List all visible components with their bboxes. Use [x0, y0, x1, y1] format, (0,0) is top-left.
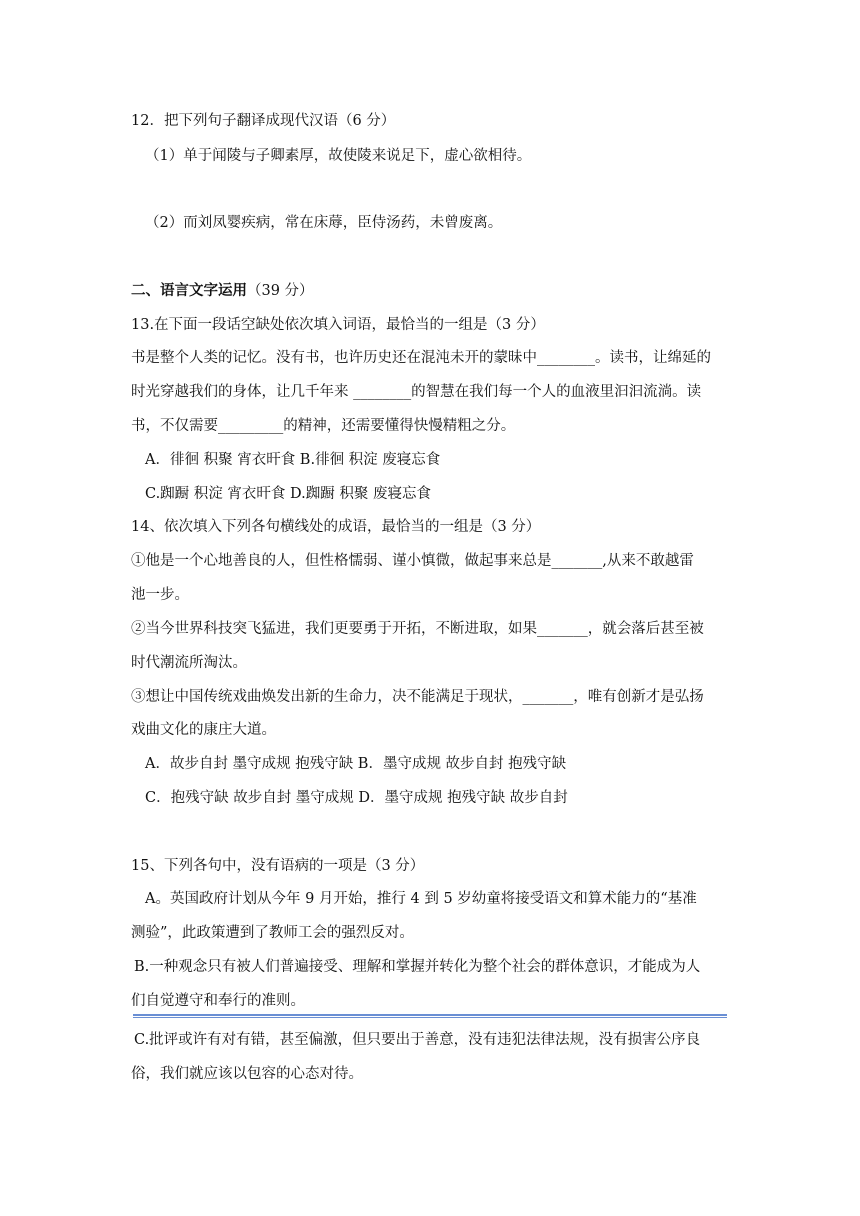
q13-passage-3: 书，不仅需要_________的精神，还需要懂得快慢精粗之分。 — [131, 418, 516, 434]
q13-passage-1: 书是整个人类的记忆。没有书，也许历史还在混沌未开的蒙昧中________。读书，让绵延的 — [131, 350, 711, 366]
q15-title: 15、下列各句中，没有语病的一项是（3 分） — [131, 858, 425, 874]
q12-sentence-2: （2）而刘凤婴疾病，常在床蓐，臣侍汤药，未曾废离。 — [145, 215, 503, 231]
q15-option-b-2: 们自觉遵守和奉行的准则。 — [131, 993, 305, 1009]
q14-sentence-3a: ③想让中国传统戏曲焕发出新的生命力，决不能满足于现状，_______，唯有创新才是弘扬 — [131, 689, 704, 705]
blue-divider-rule — [133, 1014, 727, 1018]
q14-title: 14、依次填入下列各句横线处的成语，最恰当的一组是（3 分） — [131, 519, 541, 535]
section2-title: 二、语言文字运用 — [131, 282, 247, 299]
q15-option-a-2: 测验”，此政策遭到了教师工会的强烈反对。 — [131, 925, 414, 941]
q14-sentence-1a: ①他是一个心地善良的人，但性格懦弱、谨小慎微，做起事来总是_______,从来不敢越雷 — [131, 553, 694, 569]
q12-sentence-1: （1）单于闻陵与子卿素厚，故使陵来说足下，虚心欲相待。 — [145, 148, 532, 164]
q15-option-c-1: C.批评或许有对有错，甚至偏激，但只要出于善意，没有违犯法律法规，没有损害公序良 — [134, 1032, 701, 1048]
section2-heading — [131, 281, 732, 301]
section2-score: （39 分） — [247, 283, 314, 299]
q14-sentence-1b: 池一步。 — [131, 587, 189, 603]
q14-sentence-2a: ②当今世界科技突飞猛进，我们更要勇于开拓，不断进取，如果_______，就会落后甚至被 — [131, 621, 704, 637]
q15-option-a-1: A。英国政府计划从今年 9 月开始，推行 4 到 5 岁幼童将接受语文和算术能力的“基准 — [145, 891, 697, 907]
q14-sentence-2b: 时代潮流所淘汰。 — [131, 655, 247, 671]
q15-option-c-2: 俗，我们就应该以包容的心态对待。 — [131, 1066, 363, 1082]
q12-title: 12．把下列句子翻译成现代汉语（6 分） — [131, 113, 396, 129]
q15-option-b-1: B.一种观念只有被人们普遍接受、理解和掌握并转化为整个社会的群体意识，才能成为人 — [134, 959, 701, 975]
q13-title: 13.在下面一段话空缺处依次填入词语，最恰当的一组是（3 分） — [131, 317, 545, 333]
q13-options-ab: A．徘徊 积聚 宵衣旰食 B.徘徊 积淀 废寝忘食 — [145, 452, 441, 468]
q14-options-cd: C．抱残守缺 故步自封 墨守成规 D．墨守成规 抱残守缺 故步自封 — [145, 790, 568, 806]
q14-options-ab: A．故步自封 墨守成规 抱残守缺 B．墨守成规 故步自封 抱残守缺 — [145, 756, 567, 772]
q13-passage-2: 时光穿越我们的身体，让几千年来 ________的智慧在我们每一个人的血液里汩汩流淌。读 — [131, 384, 702, 400]
q14-sentence-3b: 戏曲文化的康庄大道。 — [131, 722, 276, 738]
q13-options-cd: C.踟蹰 积淀 宵衣旰食 D.踟蹰 积聚 废寝忘食 — [145, 486, 431, 502]
